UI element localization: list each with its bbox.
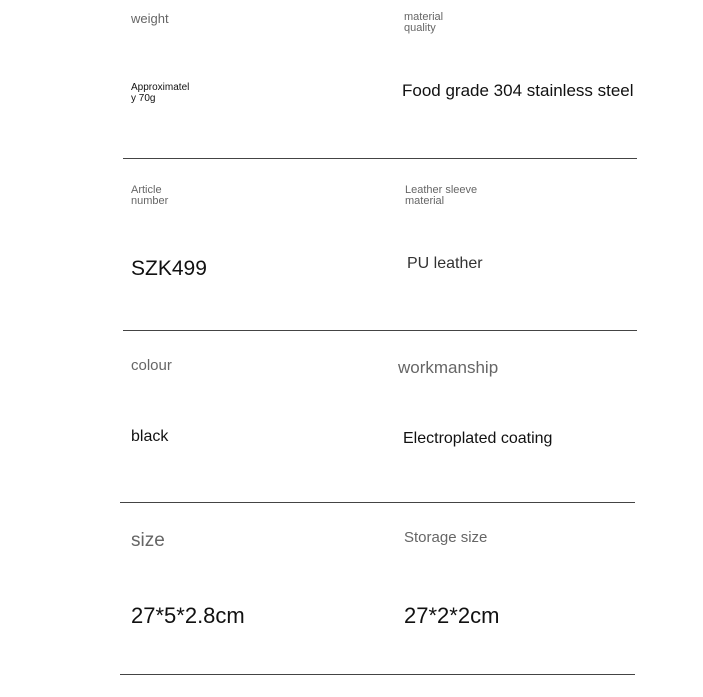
weight-value-line2: y 70g xyxy=(131,93,156,104)
leather-sleeve-value: PU leather xyxy=(407,255,483,272)
storage-size-label: Storage size xyxy=(404,529,488,546)
weight-label: weight xyxy=(131,11,169,26)
workmanship-label: workmanship xyxy=(398,358,499,377)
material-quality-value: Food grade 304 stainless steel xyxy=(402,81,634,100)
size-value: 27*5*2.8cm xyxy=(131,603,245,628)
leather-sleeve-label-line1: Leather sleeve xyxy=(405,184,478,196)
article-number-value: SZK499 xyxy=(131,257,207,280)
size-label: size xyxy=(131,530,165,551)
colour-value: black xyxy=(131,428,169,445)
row-divider-2 xyxy=(123,330,637,331)
weight-value-line1: Approximatel xyxy=(131,82,190,93)
material-quality-label-line2: quality xyxy=(404,22,436,34)
colour-label: colour xyxy=(131,357,172,374)
row-divider-4 xyxy=(120,674,635,675)
article-number-label-line2: number xyxy=(131,195,169,207)
article-number-label-line1: Article xyxy=(131,184,162,196)
material-quality-label-line1: material xyxy=(404,11,444,23)
storage-size-value: 27*2*2cm xyxy=(404,603,500,628)
row-divider-1 xyxy=(123,158,637,159)
workmanship-value: Electroplated coating xyxy=(403,430,553,447)
row-divider-3 xyxy=(120,502,635,503)
leather-sleeve-label-line2: material xyxy=(405,195,445,207)
